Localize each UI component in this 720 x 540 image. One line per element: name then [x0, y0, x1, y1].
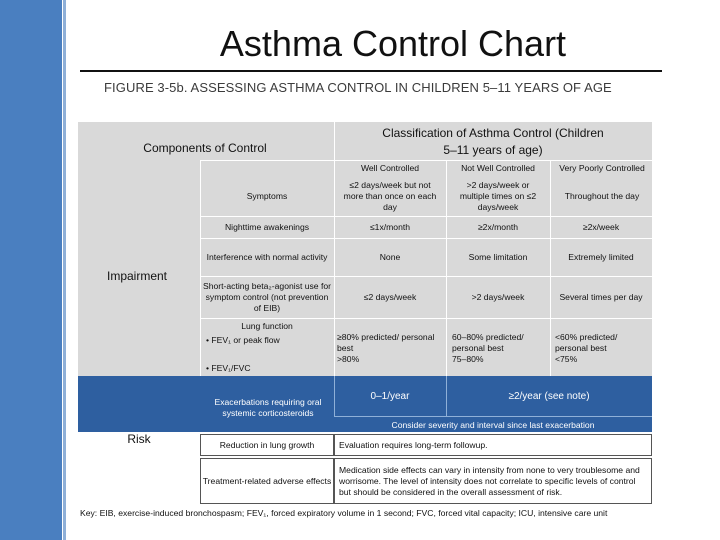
column-not-well-controlled: Not Well Controlled — [461, 162, 535, 173]
interference-very-poor: Extremely limited — [568, 251, 634, 262]
footnote-key: Key: EIB, exercise-induced bronchospasm; FEV₁, forced expiratory volume in 1 second; FVC, forced vital capacity; ICU, intensive care unit — [80, 508, 608, 518]
lung-function-not-well: 60–80% predicted/ personal best 75–80% — [452, 331, 524, 364]
growth-label: Reduction in lung growth — [200, 434, 334, 456]
symptoms-well: ≤2 days/week but not more than once on each day — [343, 179, 437, 212]
left-accent-bar — [0, 0, 62, 540]
lung-function-very-poor: <60% predicted/ personal best <75% — [555, 331, 618, 364]
exacerbations-poor: ≥2/year (see note) — [508, 390, 590, 402]
grid-line — [200, 318, 652, 319]
lung-function-ratio-item: • FEV₁/FVC — [206, 362, 251, 373]
symptoms-not-well: >2 days/week or multiple times on ≤2 days/week — [459, 179, 537, 212]
lung-function-well: ≥80% predicted/ personal best >80% — [337, 331, 435, 364]
nighttime-very-poor: ≥2x/week — [582, 221, 620, 232]
row-label-interference: Interference with normal activity — [206, 251, 328, 262]
lung-function-fev1-item: • FEV₁ or peak flow — [206, 334, 280, 345]
exacerbations-label: Exacerbations requiring oral systemic corticosteroids — [214, 397, 322, 418]
grid-line — [334, 416, 652, 417]
slide-title: Asthma Control Chart — [219, 23, 567, 64]
nighttime-well: ≤1x/month — [369, 221, 411, 232]
figure-caption: FIGURE 3-5b. ASSESSING ASTHMA CONTROL IN CHILDREN 5–11 YEARS OF AGE — [104, 80, 612, 95]
nighttime-not-well: ≥2x/month — [477, 221, 519, 232]
components-header: Components of Control — [143, 140, 267, 155]
title-underline — [80, 70, 662, 72]
saba-not-well: >2 days/week — [471, 291, 525, 302]
column-very-poorly-controlled: Very Poorly Controlled — [559, 162, 645, 173]
impairment-label: Impairment — [106, 269, 168, 283]
treatment-value: Medication side effects can vary in intensity from none to very troublesome and worrisome. The level of intensity does not correlate to specific levels of control but should be considered in the overall assessment of risk. — [334, 458, 652, 504]
symptoms-very-poor: Throughout the day — [564, 190, 640, 201]
left-accent-line — [63, 0, 66, 540]
row-label-symptoms: Symptoms — [246, 190, 288, 201]
saba-very-poor: Several times per day — [559, 291, 643, 302]
classification-header: Classification of Asthma Control (Children 5–11 years of age) — [382, 126, 604, 157]
treatment-label: Treatment-related adverse effects — [200, 458, 334, 504]
column-well-controlled: Well Controlled — [360, 162, 420, 173]
risk-label: Risk — [127, 432, 151, 446]
row-label-nighttime: Nighttime awakenings — [224, 221, 310, 232]
row-label-lung-function: Lung function — [241, 320, 293, 331]
interference-well: None — [379, 251, 401, 262]
saba-well: ≤2 days/week — [363, 291, 417, 302]
exacerbations-note: Consider severity and interval since last exacerbation — [391, 419, 595, 430]
interference-not-well: Some limitation — [468, 251, 528, 262]
growth-value: Evaluation requires long-term followup. — [334, 434, 652, 456]
grid-line — [200, 276, 652, 277]
row-label-saba: Short-acting beta₂-agonist use for symptom control (not prevention of EIB) — [202, 280, 332, 313]
exacerbations-well: 0–1/year — [370, 390, 410, 402]
